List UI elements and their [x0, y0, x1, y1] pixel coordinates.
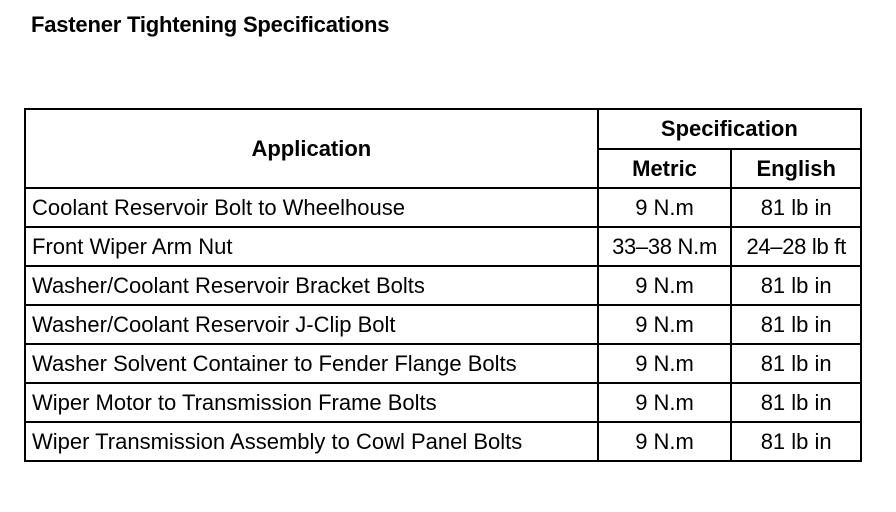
header-application: Application	[25, 109, 598, 188]
application-cell: Wiper Motor to Transmission Frame Bolts	[25, 383, 598, 422]
table-row	[25, 266, 861, 305]
application-cell: Washer/Coolant Reservoir J-Clip Bolt	[25, 305, 598, 344]
header-specification: Specification	[598, 109, 861, 149]
table-header-row	[25, 109, 861, 149]
table-row	[25, 227, 861, 266]
metric-cell: 9 N.m	[598, 344, 732, 383]
application-cell: Wiper Transmission Assembly to Cowl Panel Bolts	[25, 422, 598, 461]
metric-cell: 9 N.m	[598, 383, 732, 422]
english-cell: 81 lb in	[731, 188, 861, 227]
english-cell: 81 lb in	[731, 305, 861, 344]
page-title: Fastener Tightening Specifications	[31, 12, 390, 37]
metric-cell: 9 N.m	[598, 188, 732, 227]
application-cell: Washer Solvent Container to Fender Flange Bolts	[25, 344, 598, 383]
table-row	[25, 344, 861, 383]
application-cell: Washer/Coolant Reservoir Bracket Bolts	[25, 266, 598, 305]
application-cell: Coolant Reservoir Bolt to Wheelhouse	[25, 188, 598, 227]
fastener-spec-table	[24, 108, 862, 462]
english-cell: 81 lb in	[731, 383, 861, 422]
table-row	[25, 383, 861, 422]
application-cell: Front Wiper Arm Nut	[25, 227, 598, 266]
metric-cell: 9 N.m	[598, 422, 732, 461]
english-cell: 81 lb in	[731, 344, 861, 383]
table-row	[25, 188, 861, 227]
metric-cell: 33–38 N.m	[598, 227, 732, 266]
table-row	[25, 305, 861, 344]
english-cell: 81 lb in	[731, 266, 861, 305]
metric-cell: 9 N.m	[598, 266, 732, 305]
header-metric: Metric	[598, 149, 732, 188]
table-row	[25, 422, 861, 461]
metric-cell: 9 N.m	[598, 305, 732, 344]
english-cell: 81 lb in	[731, 422, 861, 461]
header-english: English	[731, 149, 861, 188]
english-cell: 24–28 lb ft	[731, 227, 861, 266]
